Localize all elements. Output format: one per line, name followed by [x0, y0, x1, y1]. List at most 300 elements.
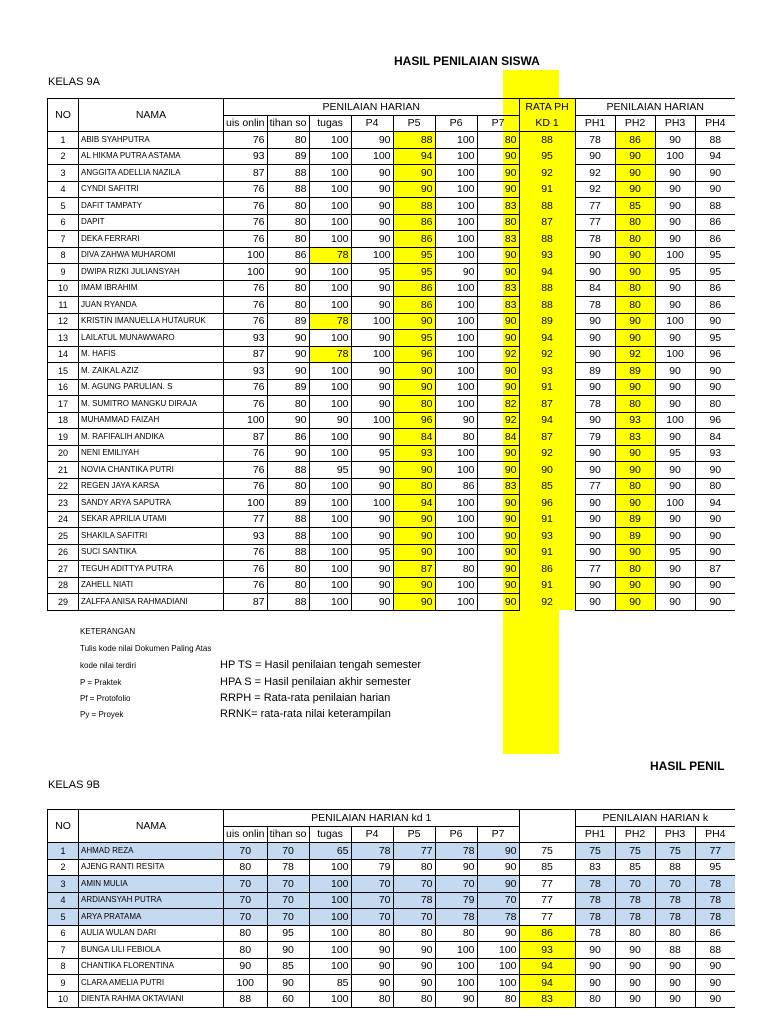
score-cell: 65 [309, 843, 351, 860]
score-cell: 90 [224, 958, 268, 975]
row-no: 11 [48, 297, 79, 314]
score-cell: 70 [224, 843, 268, 860]
score-cell: 95 [393, 264, 435, 281]
ph-cell: 96 [695, 346, 735, 363]
rata-ph-cell: 77 [519, 892, 575, 909]
ph-cell: 90 [575, 495, 615, 512]
ph-cell: 90 [575, 594, 615, 611]
ph-cell: 84 [575, 280, 615, 297]
score-cell: 100 [309, 544, 351, 561]
ph-cell: 90 [615, 594, 655, 611]
score-cell: 100 [435, 577, 477, 594]
score-cell: 76 [224, 577, 268, 594]
score-cell: 90 [267, 330, 309, 347]
legend-line-5: Py = Proyek [80, 710, 124, 719]
header-nama: NAMA [79, 99, 224, 132]
score-cell: 88 [393, 132, 435, 149]
ph-cell: 90 [655, 511, 695, 528]
ph-cell: 78 [695, 876, 735, 893]
legend-line-2: kode nilai terdiri [80, 661, 137, 670]
rata-ph-cell: 77 [519, 876, 575, 893]
ph-cell: 90 [655, 198, 695, 215]
score-cell: 100 [309, 429, 351, 446]
rata-ph-cell: 85 [519, 859, 575, 876]
ph-cell: 88 [695, 942, 735, 959]
score-cell: 100 [351, 247, 393, 264]
ph-cell: 95 [695, 264, 735, 281]
score-cell: 88 [267, 165, 309, 182]
score-cell: 90 [477, 165, 519, 182]
row-no: 17 [48, 396, 79, 413]
ph-cell: 75 [655, 843, 695, 860]
score-cell: 100 [435, 198, 477, 215]
score-cell: 79 [351, 859, 393, 876]
score-cell: 100 [351, 412, 393, 429]
ph-cell: 90 [575, 544, 615, 561]
ph-cell: 90 [655, 165, 695, 182]
score-cell: 100 [477, 975, 519, 992]
score-cell: 87 [224, 346, 268, 363]
student-name: DWIPA RIZKI JULIANSYAH [79, 264, 224, 281]
score-cell: 76 [224, 544, 268, 561]
score-cell: 93 [224, 148, 268, 165]
row-no: 19 [48, 429, 79, 446]
ph-cell: 89 [615, 528, 655, 545]
score-cell: 90 [267, 942, 309, 959]
student-name: ARYA PRATAMA [79, 909, 224, 926]
score-cell: 84 [477, 429, 519, 446]
score-cell: 87 [224, 429, 268, 446]
student-name: DIENTA RAHMA OKTAVIANI [79, 991, 224, 1008]
score-cell: 80 [351, 925, 393, 942]
score-cell: 90 [393, 511, 435, 528]
score-cell: 100 [351, 148, 393, 165]
student-name: M. SUMITRO MANGKU DIRAJA [79, 396, 224, 413]
ph-cell: 77 [575, 561, 615, 578]
score-cell: 76 [224, 313, 268, 330]
score-cell: 100 [435, 462, 477, 479]
score-cell: 100 [309, 231, 351, 248]
row-no: 16 [48, 379, 79, 396]
table-row [48, 231, 736, 248]
ph-cell: 78 [575, 396, 615, 413]
row-no: 28 [48, 577, 79, 594]
score-cell: 90 [477, 495, 519, 512]
score-cell: 76 [224, 462, 268, 479]
score-cell: 80 [267, 280, 309, 297]
score-cell: 90 [477, 544, 519, 561]
ph-cell: 90 [695, 577, 735, 594]
rata-ph-cell: 87 [519, 214, 575, 231]
ph-cell: 90 [615, 544, 655, 561]
score-cell: 70 [224, 909, 268, 926]
ph-cell: 90 [655, 214, 695, 231]
rata-ph-cell: 87 [519, 429, 575, 446]
ph-cell: 92 [575, 165, 615, 182]
score-cell: 80 [351, 991, 393, 1008]
table-row [48, 876, 736, 893]
score-cell: 89 [267, 313, 309, 330]
ph-cell: 90 [575, 975, 615, 992]
score-cell: 80 [393, 925, 435, 942]
ph-cell: 88 [655, 859, 695, 876]
header-kd1: KD 1 [519, 115, 575, 132]
legend-right-3: RRPH = Rata-rata penilaian harian [220, 692, 391, 704]
score-cell: 90 [351, 577, 393, 594]
score-cell: 90 [477, 148, 519, 165]
ph-cell: 90 [615, 148, 655, 165]
score-cell: 100 [224, 264, 268, 281]
ph-cell: 100 [655, 412, 695, 429]
header-no: NO [48, 99, 79, 132]
table-row [48, 346, 736, 363]
score-cell: 85 [309, 975, 351, 992]
score-cell: 76 [224, 445, 268, 462]
table-row [48, 181, 736, 198]
score-cell: 100 [435, 214, 477, 231]
score-cell: 92 [477, 346, 519, 363]
score-cell: 100 [309, 198, 351, 215]
class-label-9a: KELAS 9A [48, 76, 100, 88]
score-cell: 76 [224, 181, 268, 198]
score-cell: 100 [435, 942, 477, 959]
student-name: BUNGA LILI FEBIOLA [79, 942, 224, 959]
score-cell: 100 [435, 280, 477, 297]
score-cell: 100 [435, 231, 477, 248]
student-name: AHMAD REZA [79, 843, 224, 860]
ph-cell: 90 [575, 346, 615, 363]
score-cell: 76 [224, 561, 268, 578]
table-row [48, 975, 736, 992]
score-cell: 100 [224, 975, 268, 992]
header-penilaian-harian-2: PENILAIAN HARIAN [575, 99, 735, 116]
ph-cell: 86 [695, 231, 735, 248]
ph-cell: 90 [575, 942, 615, 959]
score-cell: 100 [309, 379, 351, 396]
rata-ph-cell: 77 [519, 909, 575, 926]
score-cell: 95 [309, 462, 351, 479]
score-cell: 70 [393, 876, 435, 893]
score-cell: 83 [477, 297, 519, 314]
student-name: IMAM IBRAHIM [79, 280, 224, 297]
score-cell: 100 [309, 181, 351, 198]
ph-cell: 90 [575, 264, 615, 281]
student-name: DEKA FERRARI [79, 231, 224, 248]
ph-cell: 90 [655, 528, 695, 545]
score-cell: 100 [309, 942, 351, 959]
header-col-4: P5 [393, 826, 435, 843]
score-cell: 90 [435, 991, 477, 1008]
ph-cell: 93 [615, 412, 655, 429]
score-cell: 100 [309, 330, 351, 347]
ph-cell: 78 [575, 297, 615, 314]
student-name: SHAKILA SAFITRI [79, 528, 224, 545]
rata-ph-cell: 86 [519, 925, 575, 942]
score-cell: 100 [224, 247, 268, 264]
score-cell: 100 [435, 165, 477, 182]
row-no: 8 [48, 958, 79, 975]
rata-ph-cell: 91 [519, 544, 575, 561]
score-cell: 100 [309, 958, 351, 975]
ph-cell: 80 [615, 396, 655, 413]
score-cell: 70 [351, 876, 393, 893]
ph-cell: 90 [695, 991, 735, 1008]
row-no: 12 [48, 313, 79, 330]
header-col-0: uis onlin [224, 115, 268, 132]
score-cell: 88 [267, 462, 309, 479]
ph-cell: 90 [615, 958, 655, 975]
table-row [48, 495, 736, 512]
score-cell: 76 [224, 478, 268, 495]
score-cell: 96 [393, 346, 435, 363]
score-cell: 77 [224, 511, 268, 528]
score-cell: 100 [435, 544, 477, 561]
score-cell: 90 [477, 843, 519, 860]
ph-cell: 80 [615, 478, 655, 495]
table-row [48, 909, 736, 926]
ph-cell: 90 [655, 991, 695, 1008]
score-cell: 100 [309, 445, 351, 462]
ph-cell: 95 [695, 247, 735, 264]
student-name: ABIB SYAHPUTRA [79, 132, 224, 149]
score-cell: 89 [267, 148, 309, 165]
score-cell: 100 [309, 297, 351, 314]
score-cell: 90 [351, 958, 393, 975]
rata-ph-cell: 86 [519, 561, 575, 578]
student-name: DAPIT [79, 214, 224, 231]
header-ph-4: PH4 [695, 115, 735, 132]
legend-title: KETERANGAN [80, 627, 136, 636]
score-cell: 100 [309, 363, 351, 380]
row-no: 1 [48, 843, 79, 860]
rata-ph-cell: 91 [519, 577, 575, 594]
row-no: 29 [48, 594, 79, 611]
ph-cell: 90 [695, 528, 735, 545]
table-row [48, 843, 736, 860]
score-cell: 90 [309, 412, 351, 429]
table-row [48, 594, 736, 611]
ph-cell: 90 [695, 181, 735, 198]
score-cell: 90 [351, 214, 393, 231]
score-cell: 88 [267, 181, 309, 198]
student-name: AULIA WULAN DARI [79, 925, 224, 942]
score-cell: 90 [393, 975, 435, 992]
score-cell: 70 [267, 892, 309, 909]
score-cell: 80 [267, 231, 309, 248]
ph-cell: 92 [575, 181, 615, 198]
student-name: NOVIA CHANTIKA PUTRI [79, 462, 224, 479]
score-cell: 90 [477, 330, 519, 347]
score-cell: 88 [393, 198, 435, 215]
ph-cell: 100 [655, 346, 695, 363]
row-no: 26 [48, 544, 79, 561]
score-cell: 90 [351, 231, 393, 248]
rata-ph-cell: 93 [519, 363, 575, 380]
table-row [48, 511, 736, 528]
score-cell: 94 [393, 148, 435, 165]
score-cell: 76 [224, 214, 268, 231]
row-no: 9 [48, 264, 79, 281]
score-cell: 82 [477, 396, 519, 413]
score-cell: 87 [224, 594, 268, 611]
score-cell: 100 [224, 495, 268, 512]
score-cell: 90 [351, 511, 393, 528]
ph-cell: 80 [575, 991, 615, 1008]
score-cell: 86 [393, 214, 435, 231]
ph-cell: 77 [575, 214, 615, 231]
student-name: DAFIT TAMPATY [79, 198, 224, 215]
row-no: 22 [48, 478, 79, 495]
student-name: AMIN MULIA [79, 876, 224, 893]
legend-line-1: Tulis kode nilai Dokumen Paling Atas [80, 644, 212, 653]
rata-ph-cell: 92 [519, 445, 575, 462]
score-cell: 90 [351, 561, 393, 578]
rata-ph-cell: 94 [519, 264, 575, 281]
score-cell: 100 [309, 859, 351, 876]
score-cell: 90 [393, 181, 435, 198]
ph-cell: 80 [615, 280, 655, 297]
row-no: 13 [48, 330, 79, 347]
row-no: 5 [48, 909, 79, 926]
score-cell: 100 [435, 379, 477, 396]
row-no: 7 [48, 231, 79, 248]
score-cell: 88 [267, 594, 309, 611]
rata-ph-cell: 94 [519, 412, 575, 429]
score-cell: 95 [351, 445, 393, 462]
score-cell: 100 [309, 214, 351, 231]
row-no: 8 [48, 247, 79, 264]
table-row [48, 363, 736, 380]
header-penilaian-harian: PENILAIAN HARIAN [224, 99, 520, 116]
score-cell: 90 [477, 313, 519, 330]
score-cell: 90 [477, 462, 519, 479]
score-cell: 78 [309, 247, 351, 264]
score-cell: 90 [393, 165, 435, 182]
ph-cell: 78 [655, 892, 695, 909]
row-no: 6 [48, 925, 79, 942]
row-no: 9 [48, 975, 79, 992]
ph-cell: 80 [615, 561, 655, 578]
score-cell: 80 [477, 991, 519, 1008]
ph-cell: 90 [695, 594, 735, 611]
score-cell: 86 [393, 231, 435, 248]
header-col-2: tugas [309, 826, 351, 843]
score-cell: 90 [393, 363, 435, 380]
score-cell: 80 [267, 132, 309, 149]
score-cell: 90 [435, 859, 477, 876]
rata-ph-cell: 83 [519, 991, 575, 1008]
ph-cell: 90 [615, 942, 655, 959]
score-cell: 90 [393, 313, 435, 330]
ph-cell: 90 [575, 445, 615, 462]
ph-cell: 85 [615, 859, 655, 876]
table-row [48, 247, 736, 264]
score-cell: 100 [309, 991, 351, 1008]
grade-table-9a [47, 98, 735, 611]
score-cell: 100 [309, 577, 351, 594]
student-name: M. RAFIFALIH ANDIKA [79, 429, 224, 446]
header-ph-2: PH2 [615, 826, 655, 843]
score-cell: 86 [393, 280, 435, 297]
score-cell: 95 [351, 544, 393, 561]
ph-cell: 90 [615, 577, 655, 594]
score-cell: 90 [351, 478, 393, 495]
score-cell: 76 [224, 198, 268, 215]
score-cell: 90 [267, 412, 309, 429]
score-cell: 90 [351, 594, 393, 611]
ph-cell: 83 [615, 429, 655, 446]
score-cell: 100 [477, 958, 519, 975]
ph-cell: 90 [615, 495, 655, 512]
student-name: CLARA AMELIA PUTRI [79, 975, 224, 992]
ph-cell: 90 [695, 544, 735, 561]
ph-cell: 80 [615, 925, 655, 942]
score-cell: 100 [309, 511, 351, 528]
score-cell: 90 [351, 181, 393, 198]
score-cell: 90 [351, 198, 393, 215]
rata-ph-cell: 88 [519, 280, 575, 297]
ph-cell: 90 [695, 958, 735, 975]
score-cell: 90 [393, 577, 435, 594]
table-row [48, 214, 736, 231]
ph-cell: 90 [615, 379, 655, 396]
header-col-5: P6 [435, 115, 477, 132]
ph-cell: 77 [575, 198, 615, 215]
row-no: 20 [48, 445, 79, 462]
score-cell: 89 [267, 379, 309, 396]
table-row [48, 132, 736, 149]
rata-ph-cell: 91 [519, 511, 575, 528]
score-cell: 90 [477, 511, 519, 528]
rata-ph-cell: 88 [519, 198, 575, 215]
score-cell: 100 [309, 132, 351, 149]
ph-cell: 92 [615, 346, 655, 363]
score-cell: 100 [309, 396, 351, 413]
ph-cell: 90 [655, 280, 695, 297]
score-cell: 88 [267, 544, 309, 561]
ph-cell: 90 [575, 379, 615, 396]
student-name: M. AGUNG PARULIAN. S [79, 379, 224, 396]
table-row [48, 280, 736, 297]
table-row [48, 412, 736, 429]
header-ph-4: PH4 [695, 826, 735, 843]
score-cell: 86 [393, 297, 435, 314]
header-col-5: P6 [435, 826, 477, 843]
score-cell: 70 [393, 909, 435, 926]
ph-cell: 90 [655, 594, 695, 611]
rata-ph-cell: 95 [519, 148, 575, 165]
ph-cell: 95 [695, 330, 735, 347]
page-title-9b: HASIL PENIL [650, 759, 725, 773]
table-row [48, 379, 736, 396]
ph-cell: 90 [615, 330, 655, 347]
ph-cell: 90 [695, 379, 735, 396]
row-no: 3 [48, 165, 79, 182]
score-cell: 76 [224, 231, 268, 248]
ph-cell: 100 [655, 313, 695, 330]
table-row [48, 445, 736, 462]
score-cell: 90 [435, 264, 477, 281]
ph-cell: 90 [655, 958, 695, 975]
score-cell: 76 [224, 396, 268, 413]
row-no: 7 [48, 942, 79, 959]
ph-cell: 90 [615, 462, 655, 479]
score-cell: 90 [477, 181, 519, 198]
row-no: 27 [48, 561, 79, 578]
score-cell: 90 [351, 330, 393, 347]
ph-cell: 90 [615, 445, 655, 462]
rata-ph-cell: 91 [519, 181, 575, 198]
